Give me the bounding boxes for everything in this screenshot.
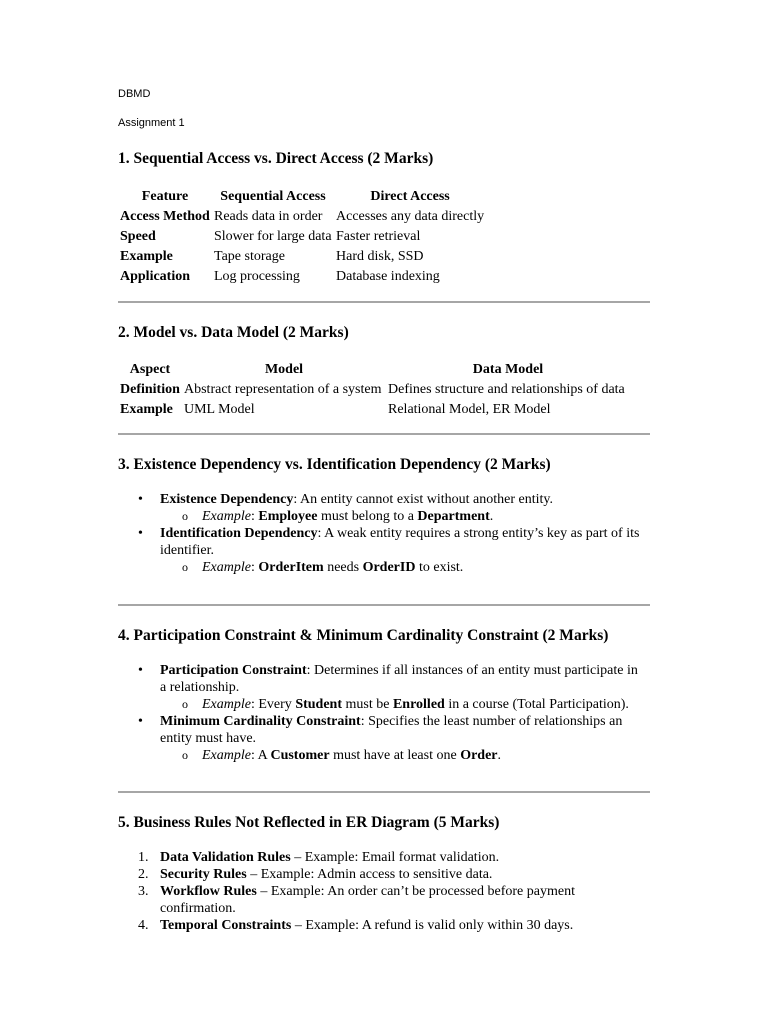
term: Temporal Constraints: [160, 918, 292, 933]
bullet-icon: •: [138, 526, 143, 541]
list-item: [138, 525, 654, 559]
table-cell: UML Model: [184, 402, 255, 417]
table-cell: Tape storage: [214, 249, 285, 264]
list-item: [138, 866, 654, 883]
item-number: 2.: [138, 867, 149, 882]
table-cell: Access Method: [120, 209, 210, 224]
model-comparison-table: [118, 360, 630, 420]
term: Minimum Cardinality Constraint: [160, 714, 361, 729]
definition-text: – Example: An order can’t be processed before payment: [256, 884, 575, 899]
definition-text: : A weak entity requires a strong entity’s key as part of its: [317, 526, 640, 541]
text-run: needs: [323, 560, 363, 575]
table-cell: Hard disk, SSD: [336, 249, 424, 264]
text-run: in a course (Total Participation).: [444, 697, 629, 712]
definition-text: entity must have.: [160, 731, 257, 746]
definition-text: a relationship.: [160, 680, 240, 695]
definition-text: : Specifies the least number of relationships an: [360, 714, 623, 729]
definition-text: : An entity cannot exist without another entity.: [293, 492, 553, 507]
constraint-bullet-list: [138, 662, 654, 764]
text-run: must be: [342, 697, 393, 712]
term: Participation Constraint: [160, 663, 307, 678]
section-4-heading: 4. Participation Constraint & Minimum Cardinality Constraint (2 Marks): [118, 627, 609, 644]
text-run: : Every: [250, 697, 296, 712]
example-label: Example: [202, 560, 251, 575]
section-divider: [118, 791, 650, 793]
bold-term: Order: [460, 748, 498, 763]
list-item: [138, 747, 654, 764]
definition-text: – Example: A refund is valid only within 30 days.: [291, 918, 574, 933]
table-cell: Slower for large data: [214, 229, 332, 244]
term: Data Validation Rules: [160, 850, 291, 865]
list-item: [138, 491, 654, 508]
circle-bullet-icon: o: [182, 697, 188, 711]
text-run: to exist.: [415, 560, 464, 575]
table-cell: Application: [120, 269, 191, 284]
text-run: :: [250, 509, 259, 524]
table-cell: Speed: [120, 229, 156, 244]
bullet-icon: •: [138, 663, 143, 678]
list-item: [138, 917, 654, 934]
text-run: :: [250, 560, 259, 575]
list-item: [138, 696, 654, 713]
item-number: 1.: [138, 850, 149, 865]
table-cell: Relational Model, ER Model: [388, 402, 551, 417]
text-run: .: [489, 509, 494, 524]
column-header: Direct Access: [370, 189, 450, 204]
bold-term: OrderItem: [258, 560, 324, 575]
section-divider: [118, 301, 650, 303]
table-cell: Defines structure and relationships of data: [388, 382, 625, 397]
example-label: Example: [202, 697, 251, 712]
item-number: 3.: [138, 884, 149, 899]
term: Existence Dependency: [160, 492, 294, 507]
table-cell: Abstract representation of a system: [184, 382, 382, 397]
text-run: must belong to a: [317, 509, 418, 524]
table-row: [118, 400, 630, 420]
table-cell: Reads data in order: [214, 209, 323, 224]
text-run: .: [497, 748, 502, 763]
definition-text: identifier.: [160, 543, 215, 558]
list-item: [138, 662, 654, 696]
section-2-heading: 2. Model vs. Data Model (2 Marks): [118, 324, 349, 341]
term: Identification Dependency: [160, 526, 318, 541]
section-1-heading: 1. Sequential Access vs. Direct Access (2 Marks): [118, 150, 434, 167]
course-code: DBMD: [118, 88, 151, 100]
section-5-heading: 5. Business Rules Not Reflected in ER Diagram (5 Marks): [118, 814, 500, 831]
circle-bullet-icon: o: [182, 748, 188, 762]
list-item: [138, 883, 654, 917]
table-header-row: [118, 360, 630, 380]
business-rules-list: [138, 849, 654, 934]
definition-text: – Example: Admin access to sensitive data.: [246, 867, 493, 882]
table-cell: Example: [120, 249, 173, 264]
access-comparison-table: [118, 187, 486, 287]
table-row: [118, 380, 630, 400]
column-header: Sequential Access: [220, 189, 326, 204]
bullet-icon: •: [138, 714, 143, 729]
table-cell: Faster retrieval: [336, 229, 421, 244]
table-row: [118, 247, 486, 267]
bold-term: Customer: [270, 748, 330, 763]
circle-bullet-icon: o: [182, 560, 188, 574]
definition-text: confirmation.: [160, 901, 236, 916]
dependency-bullet-list: [138, 491, 654, 576]
table-row: [118, 227, 486, 247]
list-item: [138, 508, 654, 525]
list-item: [138, 713, 654, 747]
table-cell: Log processing: [214, 269, 300, 284]
table-cell: Example: [120, 402, 173, 417]
column-header: Data Model: [472, 362, 544, 377]
term: Workflow Rules: [160, 884, 257, 899]
table-cell: Definition: [120, 382, 180, 397]
item-number: 4.: [138, 918, 149, 933]
table-cell: Accesses any data directly: [336, 209, 485, 224]
bold-term: Department: [417, 509, 490, 524]
column-header: Feature: [141, 189, 189, 204]
list-item: [138, 849, 654, 866]
term: Security Rules: [160, 867, 247, 882]
definition-text: : Determines if all instances of an entity must participate in: [306, 663, 638, 678]
column-header: Aspect: [129, 362, 171, 377]
section-3-heading: 3. Existence Dependency vs. Identification Dependency (2 Marks): [118, 456, 551, 473]
definition-text: – Example: Email format validation.: [290, 850, 500, 865]
example-label: Example: [202, 748, 251, 763]
table-cell: Database indexing: [336, 269, 440, 284]
circle-bullet-icon: o: [182, 509, 188, 523]
bullet-icon: •: [138, 492, 143, 507]
table-header-row: [118, 187, 486, 207]
bold-term: Student: [295, 697, 342, 712]
section-divider: [118, 433, 650, 435]
bold-term: Employee: [258, 509, 318, 524]
example-label: Example: [202, 509, 251, 524]
bold-term: Enrolled: [392, 697, 445, 712]
section-divider: [118, 604, 650, 606]
table-row: [118, 207, 486, 227]
assignment-label: Assignment 1: [118, 117, 185, 129]
text-run: : A: [250, 748, 271, 763]
column-header: Model: [264, 362, 304, 377]
text-run: must have at least one: [329, 748, 461, 763]
bold-term: OrderID: [362, 560, 416, 575]
list-item: [138, 559, 654, 576]
table-row: [118, 267, 486, 287]
